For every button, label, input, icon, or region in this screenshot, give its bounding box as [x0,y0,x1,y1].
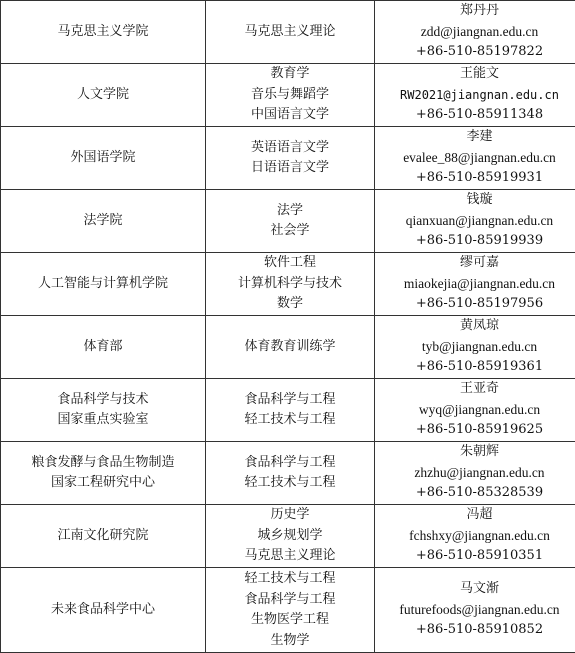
college-name: 粮食发酵与食品生物制造 [3,453,203,474]
contact-name: 黄凤琼 [377,316,575,337]
major-item: 日语语言文学 [208,158,372,179]
contacts-table-body [1,1,575,653]
college-cell [1,379,206,442]
major-item: 社会学 [208,221,372,242]
contact-cell [375,1,575,64]
contact-name: 马文渐 [377,579,575,600]
college-cell [1,64,206,127]
college-cell [1,127,206,190]
college-cell [1,1,206,64]
college-cell [1,505,206,568]
college-cell [1,568,206,653]
college-name: 江南文化研究院 [3,526,203,547]
major-item: 计算机科学与技术 [208,274,372,295]
majors-cell [206,316,375,379]
contact-phone: +86-510-85910852 [377,620,575,641]
college-cell [1,253,206,316]
major-item: 音乐与舞蹈学 [208,85,372,106]
major-item: 食品科学与工程 [208,590,372,611]
college-name: 国家重点实验室 [3,410,203,431]
contact-email[interactable]: qianxuan@jiangnan.edu.cn [377,211,575,232]
contact-cell [375,127,575,190]
contact-email[interactable]: zhzhu@jiangnan.edu.cn [377,463,575,484]
college-name: 外国语学院 [3,148,203,169]
college-cell [1,190,206,253]
table-row [1,190,575,253]
majors-cell [206,190,375,253]
contact-name: 朱朝辉 [377,442,575,463]
major-item: 城乡规划学 [208,526,372,547]
contact-name: 缪可嘉 [377,253,575,274]
college-name: 法学院 [3,211,203,232]
college-name: 马克思主义学院 [3,22,203,43]
major-item: 教育学 [208,64,372,85]
majors-cell [206,505,375,568]
major-item: 食品科学与工程 [208,453,372,474]
major-item: 中国语言文学 [208,105,372,126]
contact-email[interactable]: evalee_88@jiangnan.edu.cn [377,148,575,169]
college-name: 食品科学与技术 [3,390,203,411]
contact-name: 钱璇 [377,190,575,211]
contact-cell [375,379,575,442]
table-row [1,253,575,316]
majors-cell [206,64,375,127]
contact-email[interactable]: miaokejia@jiangnan.edu.cn [377,274,575,295]
college-name: 国家工程研究中心 [3,473,203,494]
college-cell [1,442,206,505]
contact-cell [375,190,575,253]
major-item: 法学 [208,201,372,222]
contact-phone: +86-510-85197822 [377,42,575,63]
contact-cell [375,568,575,653]
majors-cell [206,253,375,316]
contact-name: 冯超 [377,505,575,526]
major-item: 轻工技术与工程 [208,473,372,494]
contact-phone: +86-510-85919361 [377,357,575,378]
contact-name: 王能文 [377,64,575,85]
major-item: 食品科学与工程 [208,390,372,411]
college-name: 人文学院 [3,85,203,106]
contact-phone: +86-510-85197956 [377,294,575,315]
contact-name: 王亚奇 [377,379,575,400]
table-row [1,505,575,568]
table-row [1,568,575,653]
contact-cell [375,64,575,127]
contact-name: 郑丹丹 [377,1,575,22]
table-row [1,64,575,127]
major-item: 体育教育训练学 [208,337,372,358]
contact-cell [375,316,575,379]
majors-cell [206,442,375,505]
contact-email[interactable]: wyq@jiangnan.edu.cn [377,400,575,421]
table-row [1,379,575,442]
contact-phone: +86-510-85328539 [377,483,575,504]
major-item: 生物医学工程 [208,610,372,631]
contact-name: 李建 [377,127,575,148]
contact-phone: +86-510-85919625 [377,420,575,441]
major-item: 轻工技术与工程 [208,569,372,590]
contact-cell [375,442,575,505]
major-item: 历史学 [208,505,372,526]
contact-cell [375,253,575,316]
table-row [1,127,575,190]
major-item: 软件工程 [208,253,372,274]
contact-phone: +86-510-85910351 [377,546,575,567]
major-item: 英语语言文学 [208,138,372,159]
major-item: 马克思主义理论 [208,546,372,567]
contact-phone: +86-510-85919939 [377,231,575,252]
contact-email[interactable]: RW2021@jiangnan.edu.cn [377,85,575,106]
major-item: 数学 [208,294,372,315]
contact-email[interactable]: futurefoods@jiangnan.edu.cn [377,600,575,621]
contact-phone: +86-510-85919931 [377,168,575,189]
contact-phone: +86-510-85911348 [377,105,575,126]
college-name: 体育部 [3,337,203,358]
college-name: 未来食品科学中心 [3,600,203,621]
college-name: 人工智能与计算机学院 [3,274,203,295]
contact-email[interactable]: fchshxy@jiangnan.edu.cn [377,526,575,547]
majors-cell [206,379,375,442]
contact-cell [375,505,575,568]
table-row [1,1,575,64]
college-cell [1,316,206,379]
major-item: 轻工技术与工程 [208,410,372,431]
contact-email[interactable]: zdd@jiangnan.edu.cn [377,22,575,43]
table-row [1,316,575,379]
major-item: 马克思主义理论 [208,22,372,43]
majors-cell [206,127,375,190]
majors-cell [206,568,375,653]
major-item: 生物学 [208,631,372,652]
majors-cell [206,1,375,64]
contact-email[interactable]: tyb@jiangnan.edu.cn [377,337,575,358]
table-row [1,442,575,505]
